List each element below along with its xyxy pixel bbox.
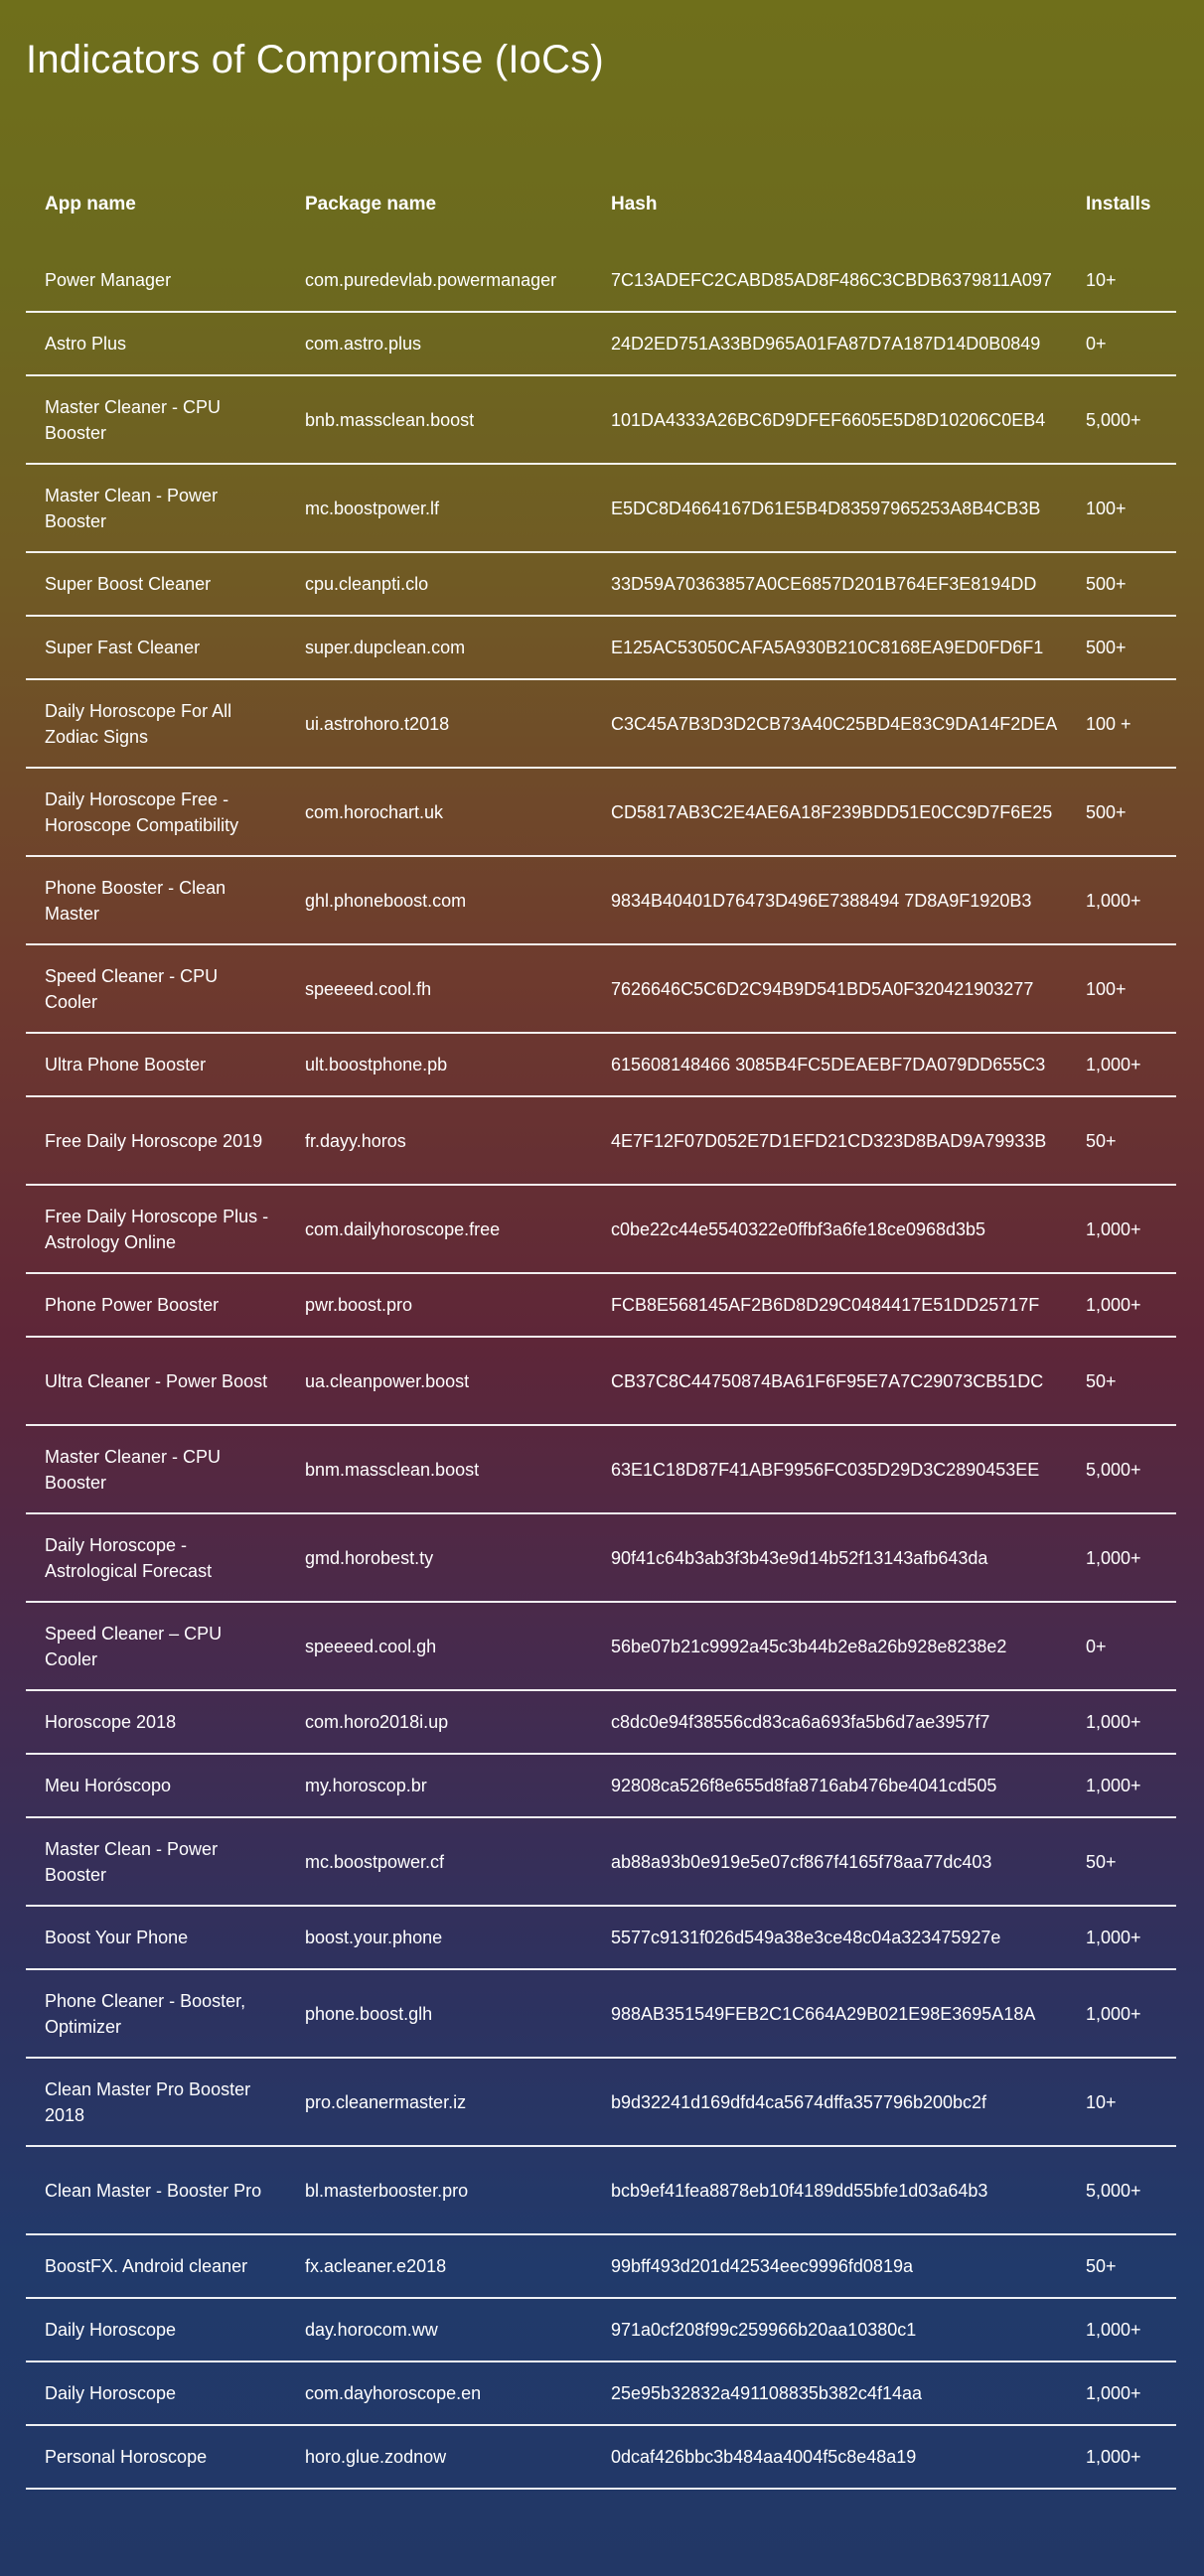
package-name-cell: horo.glue.zodnow [305,2447,447,2467]
table-row [26,616,1176,679]
hash-cell: c8dc0e94f38556cd83ca6a693fa5b6d7ae3957f7 [611,1712,990,1732]
app-name-cell: Horoscope 2018 [45,1712,177,1732]
table-row [26,1033,1176,1096]
hash-cell: 615608148466 3085B4FC5DEAEBF7DA079DD655C3 [611,1055,1046,1074]
ioc-table [26,175,1176,2490]
table-row [26,1096,1176,1185]
installs-cell: 50+ [1086,2256,1117,2276]
installs-cell: 50+ [1086,1370,1117,1391]
table-row [26,248,1176,312]
hash-cell: bcb9ef41fea8878eb10f4189dd55bfe1d03a64b3 [611,2180,988,2201]
package-name-cell: com.puredevlab.powermanager [305,269,557,290]
table-row [26,1602,1176,1690]
column-header-installs: Installs [1086,194,1151,215]
hash-cell: 63E1C18D87F41ABF9956FC035D29D3C2890453EE [611,1459,1040,1480]
app-name-cell: Clean Master Pro Booster 2018 [45,2078,251,2125]
app-name-cell: BoostFX. Android cleaner [45,2256,248,2276]
package-name-cell: com.astro.plus [305,334,422,354]
table-row [26,1273,1176,1337]
page-title: Indicators of Compromise (IoCs) [26,38,604,81]
package-name-cell: com.horochart.uk [305,801,444,822]
package-name-cell: super.dupclean.com [305,638,466,657]
table-row [26,1969,1176,2058]
app-name-cell: Master Cleaner - CPU Booster [45,396,222,443]
column-header-app-name: App name [45,194,136,215]
app-name-cell: Speed Cleaner – CPU Cooler [45,1623,223,1669]
app-name-cell: Master Clean - Power Booster [45,485,219,531]
hash-cell: c0be22c44e5540322e0ffbf3a6fe18ce0968d3b5 [611,1218,986,1239]
table-row [26,1425,1176,1513]
table-row [26,552,1176,616]
table-row [26,464,1176,552]
installs-cell: 10+ [1086,269,1117,290]
hash-cell: C3C45A7B3D3D2CB73A40C25BD4E83C9DA14F2DEA [611,713,1058,734]
installs-cell: 100+ [1086,498,1127,518]
app-name-cell: Daily Horoscope [45,2383,177,2403]
app-name-cell: Ultra Cleaner - Power Boost [45,1370,268,1391]
package-name-cell: cpu.cleanpti.clo [305,574,429,594]
app-name-cell: Astro Plus [45,334,127,354]
table-row [26,944,1176,1033]
installs-cell: 1,000+ [1086,1295,1141,1315]
hash-cell: ab88a93b0e919e5e07cf867f4165f78aa77dc403 [611,1851,992,1872]
app-name-cell: Master Cleaner - CPU Booster [45,1446,222,1493]
hash-cell: 4E7F12F07D052E7D1EFD21CD323D8BAD9A79933B [611,1130,1047,1151]
installs-cell: 1,000+ [1086,2320,1141,2340]
hash-cell: 90f41c64b3ab3f3b43e9d14b52f13143afb643da [611,1547,988,1568]
installs-cell: 100 + [1086,713,1131,734]
package-name-cell: ua.cleanpower.boost [305,1370,470,1391]
installs-cell: 100+ [1086,978,1127,999]
installs-cell: 1,000+ [1086,1218,1141,1239]
table-row [26,1185,1176,1273]
package-name-cell: pwr.boost.pro [305,1295,413,1315]
table-row [26,856,1176,944]
package-name-cell: mc.boostpower.cf [305,1851,445,1872]
hash-cell: 971a0cf208f99c259966b20aa10380c1 [611,2320,917,2340]
installs-cell: 50+ [1086,1851,1117,1872]
hash-cell: CB37C8C44750874BA61F6F95E7A7C29073CB51DC [611,1370,1044,1391]
package-name-cell: my.horoscop.br [305,1776,427,1795]
hash-cell: FCB8E568145AF2B6D8D29C0484417E51DD25717F [611,1295,1040,1315]
package-name-cell: boost.your.phone [305,1928,443,1947]
package-name-cell: speeeed.cool.fh [305,978,432,999]
app-name-cell: Phone Power Booster [45,1295,220,1315]
app-name-cell: Daily Horoscope Free - Horoscope Compatibility [45,788,239,835]
package-name-cell: gmd.horobest.ty [305,1547,434,1568]
table-body [26,248,1176,2489]
hash-cell: CD5817AB3C2E4AE6A18F239BDD51E0CC9D7F6E25 [611,801,1053,822]
app-name-cell: Boost Your Phone [45,1928,189,1947]
app-name-cell: Daily Horoscope [45,2320,177,2340]
app-name-cell: Daily Horoscope For All Zodiac Signs [45,700,232,747]
package-name-cell: ui.astrohoro.t2018 [305,713,450,734]
package-name-cell: bnm.massclean.boost [305,1459,480,1480]
installs-cell: 1,000+ [1086,1547,1141,1568]
hash-cell: 92808ca526f8e655d8fa8716ab476be4041cd505 [611,1776,997,1795]
package-name-cell: bnb.massclean.boost [305,409,475,430]
installs-cell: 1,000+ [1086,1776,1141,1795]
table-row [26,1690,1176,1754]
hash-cell: 5577c9131f026d549a38e3ce48c04a323475927e [611,1928,1001,1947]
installs-cell: 10+ [1086,2091,1117,2112]
table-row [26,2425,1176,2489]
table-row [26,2058,1176,2146]
table-row [26,1754,1176,1817]
app-name-cell: Free Daily Horoscope 2019 [45,1130,263,1151]
app-name-cell: Clean Master - Booster Pro [45,2180,262,2201]
hash-cell: 9834B40401D76473D496E7388494 7D8A9F1920B3 [611,890,1032,911]
table-row [26,2146,1176,2234]
header-row [26,175,1176,234]
app-name-cell: Daily Horoscope - Astrological Forecast [45,1534,213,1581]
app-name-cell: Super Fast Cleaner [45,638,201,657]
package-name-cell: pro.cleanermaster.iz [305,2091,467,2112]
table-row [26,1337,1176,1425]
table-row [26,312,1176,375]
package-name-cell: day.horocom.ww [305,2320,438,2340]
installs-cell: 50+ [1086,1130,1117,1151]
installs-cell: 500+ [1086,574,1127,594]
installs-cell: 1,000+ [1086,2003,1141,2024]
hash-cell: 24D2ED751A33BD965A01FA87D7A187D14D0B0849 [611,334,1041,354]
installs-cell: 5,000+ [1086,409,1141,430]
installs-cell: 0+ [1086,334,1107,354]
package-name-cell: ult.boostphone.pb [305,1055,448,1074]
hash-cell: 101DA4333A26BC6D9DFEF6605E5D8D10206C0EB4 [611,409,1046,430]
installs-cell: 0+ [1086,1636,1107,1656]
hash-cell: b9d32241d169dfd4ca5674dffa357796b200bc2f [611,2091,987,2112]
package-name-cell: fr.dayy.horos [305,1130,406,1151]
installs-cell: 500+ [1086,801,1127,822]
app-name-cell: Meu Horóscopo [45,1776,172,1795]
package-name-cell: speeeed.cool.gh [305,1636,437,1656]
installs-cell: 1,000+ [1086,2383,1141,2403]
table-row [26,2361,1176,2425]
hash-cell: E125AC53050CAFA5A930B210C8168EA9ED0FD6F1 [611,638,1044,657]
hash-cell: 56be07b21c9992a45c3b44b2e8a26b928e8238e2 [611,1636,1007,1656]
hash-cell: E5DC8D4664167D61E5B4D83597965253A8B4CB3B [611,498,1041,518]
app-name-cell: Super Boost Cleaner [45,574,212,594]
installs-cell: 5,000+ [1086,1459,1141,1480]
app-name-cell: Power Manager [45,269,172,290]
installs-cell: 1,000+ [1086,890,1141,911]
app-name-cell: Personal Horoscope [45,2447,208,2467]
column-header-package-name: Package name [305,194,437,215]
package-name-cell: com.dayhoroscope.en [305,2383,482,2403]
app-name-cell: Phone Cleaner - Booster, Optimizer [45,1990,246,2037]
installs-cell: 1,000+ [1086,1928,1141,1947]
table-row [26,375,1176,464]
installs-cell: 1,000+ [1086,1712,1141,1732]
hash-cell: 7C13ADEFC2CABD85AD8F486C3CBDB6379811A097 [611,269,1052,290]
package-name-cell: ghl.phoneboost.com [305,890,467,911]
package-name-cell: bl.masterbooster.pro [305,2180,469,2201]
package-name-cell: phone.boost.glh [305,2003,433,2024]
hash-cell: 7626646C5C6D2C94B9D541BD5A0F320421903277 [611,978,1034,999]
app-name-cell: Master Clean - Power Booster [45,1838,219,1885]
app-name-cell: Free Daily Horoscope Plus - Astrology Online [45,1206,269,1252]
table-row [26,2298,1176,2361]
hash-cell: 99bff493d201d42534eec9996fd0819a [611,2256,913,2276]
package-name-cell: mc.boostpower.lf [305,498,440,518]
package-name-cell: fx.acleaner.e2018 [305,2256,447,2276]
table-row [26,1817,1176,1906]
app-name-cell: Phone Booster - Clean Master [45,877,226,924]
app-name-cell: Ultra Phone Booster [45,1055,207,1074]
table-row [26,768,1176,856]
installs-cell: 500+ [1086,638,1127,657]
installs-cell: 5,000+ [1086,2180,1141,2201]
app-name-cell: Speed Cleaner - CPU Cooler [45,965,219,1012]
hash-cell: 25e95b32832a491108835b382c4f14aa [611,2383,922,2403]
hash-cell: 33D59A70363857A0CE6857D201B764EF3E8194DD [611,574,1037,594]
installs-cell: 1,000+ [1086,2447,1141,2467]
package-name-cell: com.horo2018i.up [305,1712,449,1732]
table-row [26,679,1176,768]
column-header-hash: Hash [611,194,658,215]
table-header [26,175,1176,248]
table-row [26,2234,1176,2298]
hash-cell: 988AB351549FEB2C1C664A29B021E98E3695A18A [611,2003,1036,2024]
table-row [26,1513,1176,1602]
installs-cell: 1,000+ [1086,1055,1141,1074]
package-name-cell: com.dailyhoroscope.free [305,1218,501,1239]
hash-cell: 0dcaf426bbc3b484aa4004f5c8e48a19 [611,2447,917,2467]
table-row [26,1906,1176,1969]
